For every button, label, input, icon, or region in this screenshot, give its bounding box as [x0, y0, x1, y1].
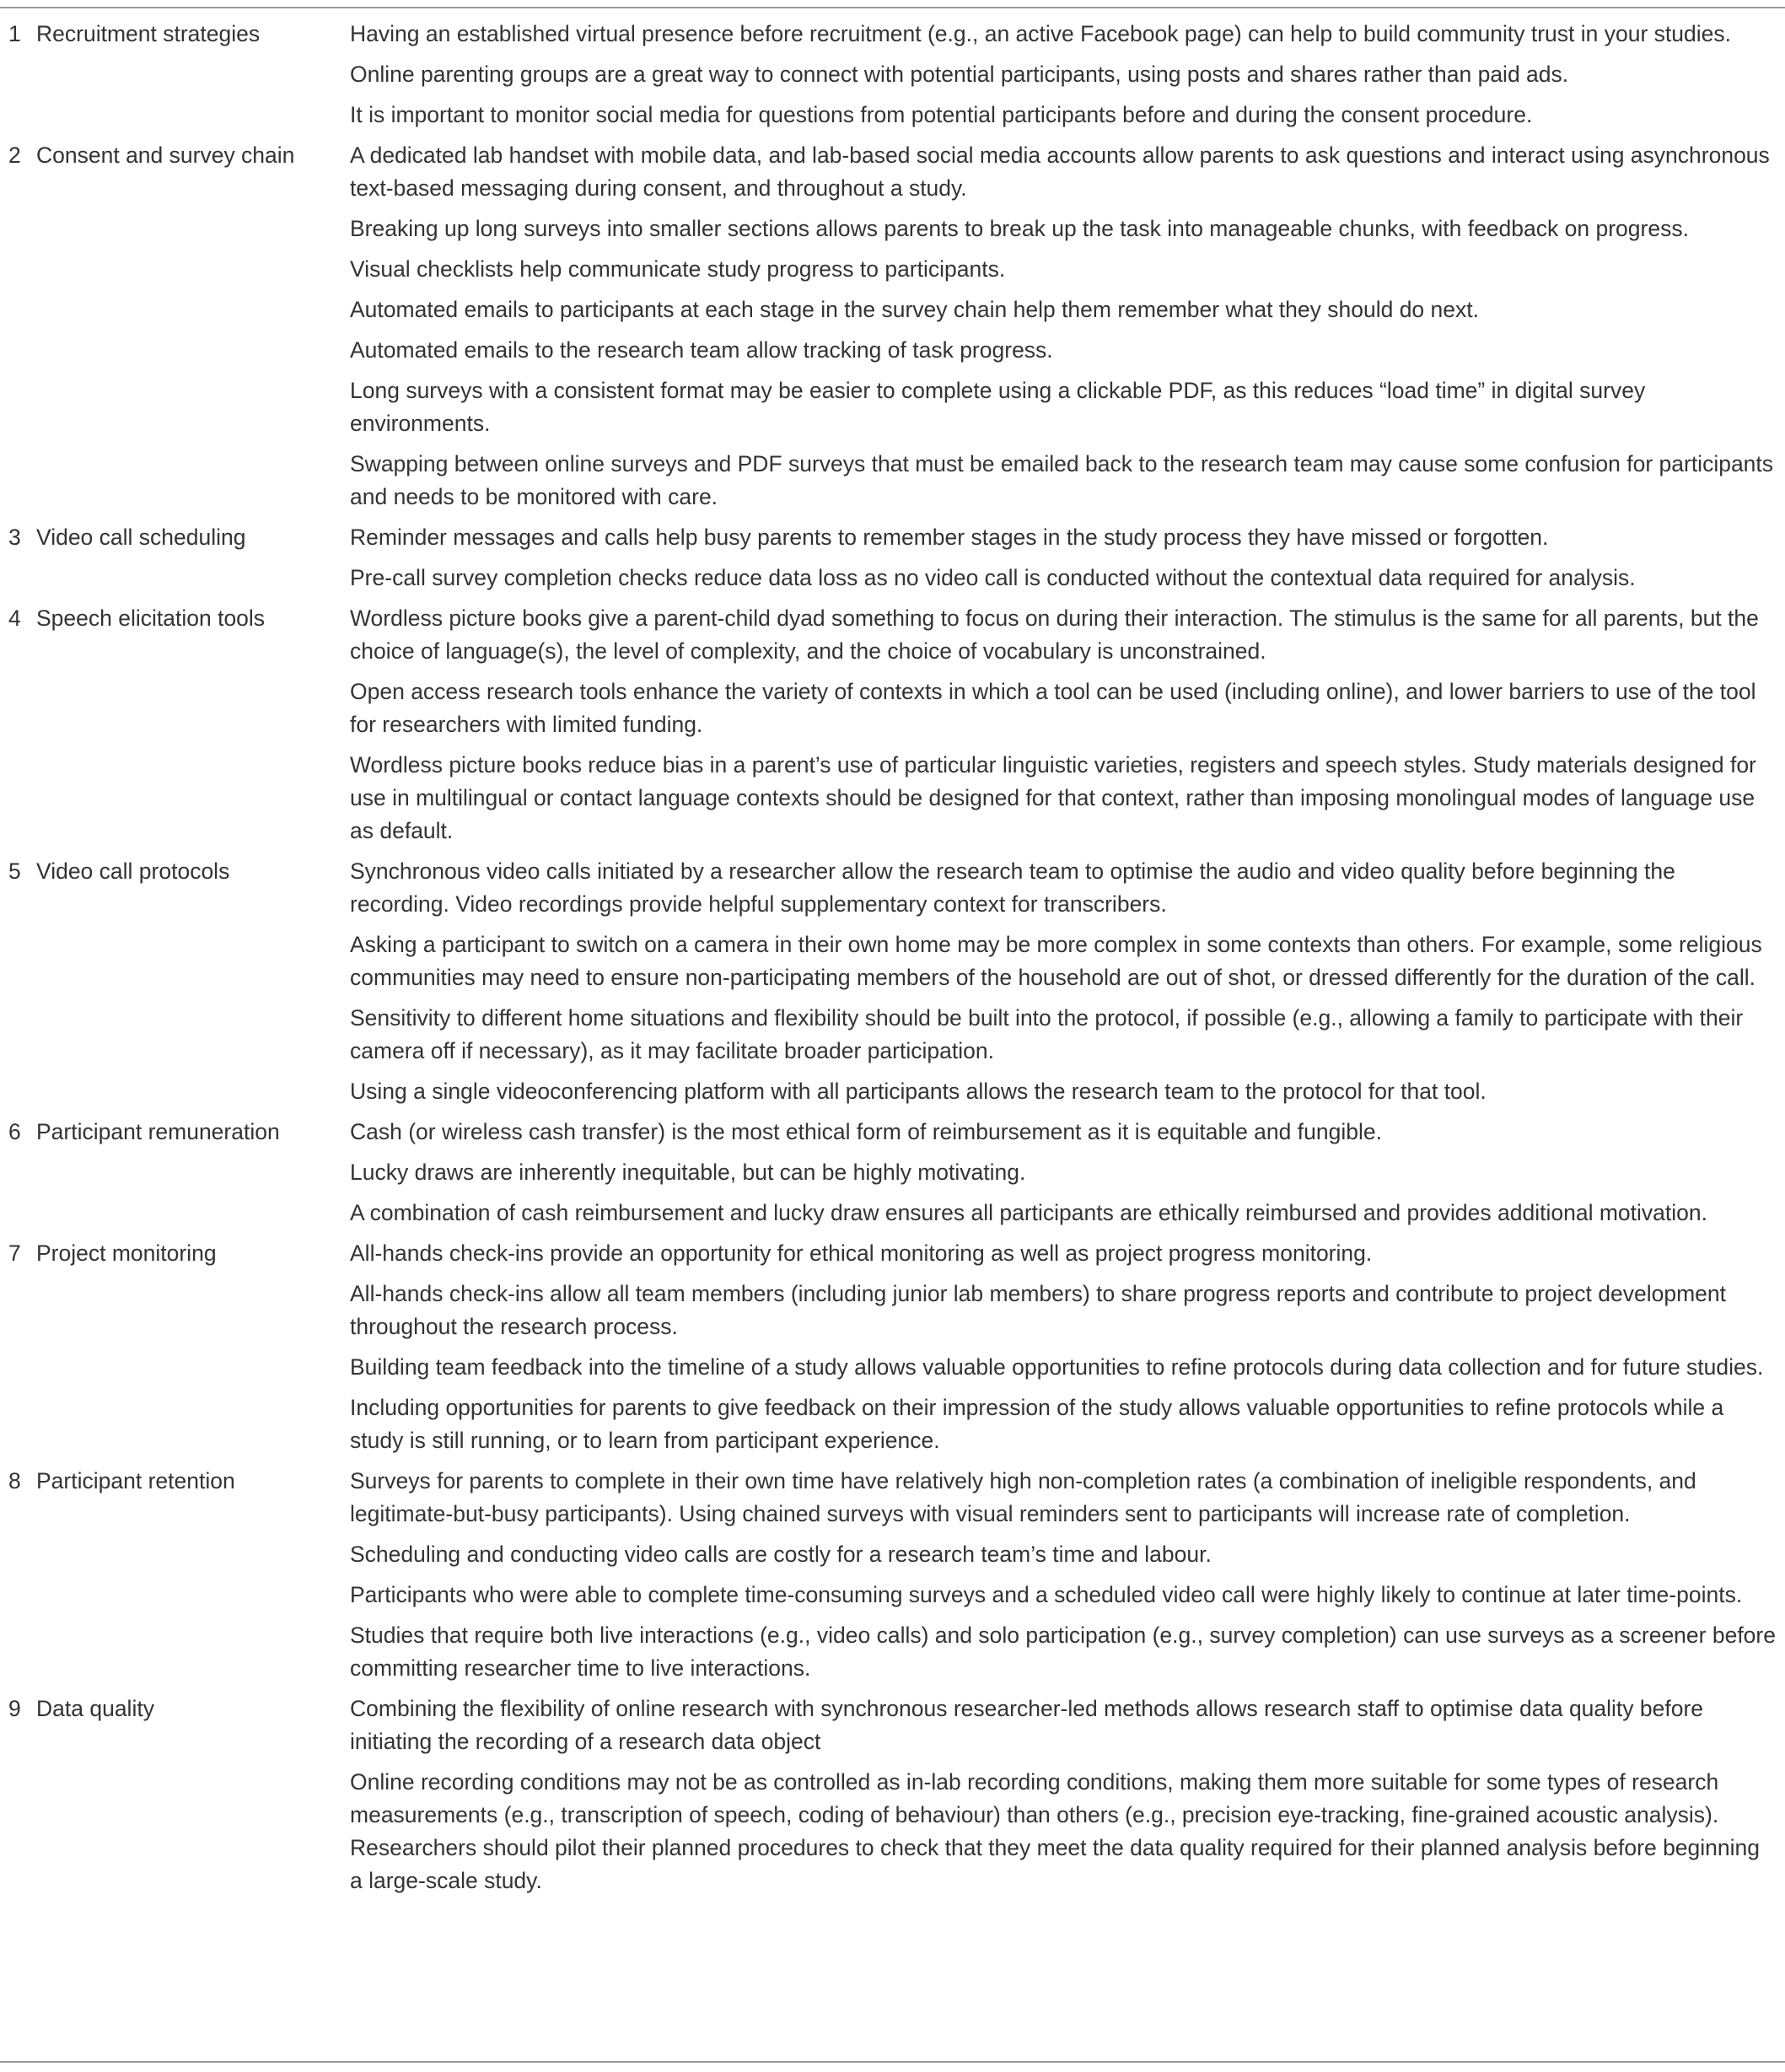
table-row	[0, 205, 1785, 245]
recommendation-cell	[350, 1149, 1785, 1189]
table-row	[0, 286, 1785, 326]
category-cell	[36, 1189, 350, 1230]
recommendation-text: Building team feedback into the timeline of a study allows valuable opportunities to refine protocols during data collection and for future studies.	[350, 1354, 1764, 1380]
recommendation-text: It is important to monitor social media for questions from potential participants before and during the consent procedure.	[350, 102, 1533, 127]
row-number-cell	[0, 132, 36, 205]
recommendation-cell	[350, 245, 1785, 286]
recommendation-cell	[350, 741, 1785, 848]
table-row	[0, 440, 1785, 514]
recommendation-cell	[350, 1758, 1785, 1897]
category-cell	[36, 921, 350, 994]
recommendation-cell	[350, 1068, 1785, 1108]
table-row	[0, 91, 1785, 132]
table-bottom-rule	[0, 2061, 1785, 2063]
recommendation-cell	[350, 1571, 1785, 1612]
row-number-cell	[0, 514, 36, 554]
recommendation-cell	[350, 595, 1785, 668]
table-row	[0, 1384, 1785, 1457]
recommendation-text: Cash (or wireless cash transfer) is the most ethical form of reimbursement as it is equitable and fungible.	[350, 1119, 1382, 1144]
table-row	[0, 1457, 1785, 1531]
table-row	[0, 1068, 1785, 1108]
row-number: 1	[8, 21, 21, 46]
category-cell	[36, 132, 350, 205]
category-cell	[36, 1457, 350, 1531]
table-row	[0, 1343, 1785, 1384]
table-row	[0, 51, 1785, 91]
category-label: Project monitoring	[36, 1241, 217, 1266]
category-cell	[36, 10, 350, 51]
category-cell	[36, 1531, 350, 1571]
category-cell	[36, 1685, 350, 1758]
category-label: Participant remuneration	[36, 1119, 280, 1144]
category-cell	[36, 91, 350, 132]
table-row	[0, 1149, 1785, 1189]
category-cell	[36, 1108, 350, 1149]
table-row	[0, 326, 1785, 367]
recommendation-text: Combining the flexibility of online research with synchronous researcher-led methods allows research staff to optimise data quality before initiating the recording of a research data object	[350, 1696, 1704, 1754]
recommendation-text: Surveys for parents to complete in their own time have relatively high non-completion rates (a combination of ineligible respondents, and legitimate-but-busy participants). Using chained surveys with visual reminders sent to participants will increase rate of completion.	[350, 1468, 1696, 1526]
table-row	[0, 1531, 1785, 1571]
category-cell	[36, 1612, 350, 1685]
category-cell	[36, 286, 350, 326]
recommendation-text: Pre-call survey completion checks reduce data loss as no video call is conducted without the contextual data required for analysis.	[350, 565, 1636, 590]
row-number: 5	[8, 858, 21, 884]
recommendation-text: Using a single videoconferencing platform with all participants allows the research team to the protocol for that tool.	[350, 1079, 1487, 1104]
row-number-cell	[0, 1571, 36, 1612]
recommendation-text: Wordless picture books reduce bias in a parent’s use of particular linguistic varieties, registers and speech styles. Study materials designed for use in multilingual or contact language contexts should be designed for that context, rather than imposing monolingual modes of language use as default.	[350, 752, 1756, 843]
row-number-cell	[0, 848, 36, 921]
row-number-cell	[0, 51, 36, 91]
recommendation-text: Swapping between online surveys and PDF surveys that must be emailed back to the research team may cause some confusion for participants and needs to be monitored with care.	[350, 451, 1774, 509]
table-row	[0, 132, 1785, 205]
recommendation-text: Including opportunities for parents to give feedback on their impression of the study allows valuable opportunities to refine protocols while a study is still running, or to learn from participant experience.	[350, 1395, 1724, 1453]
recommendation-text: All-hands check-ins provide an opportunity for ethical monitoring as well as project progress monitoring.	[350, 1241, 1373, 1266]
row-number-cell	[0, 440, 36, 514]
recommendation-cell	[350, 10, 1785, 51]
recommendation-cell	[350, 1685, 1785, 1758]
row-number-cell	[0, 367, 36, 440]
category-label: Consent and survey chain	[36, 143, 295, 168]
recommendation-text: Long surveys with a consistent format may be easier to complete using a clickable PDF, as this reduces “load time” in digital survey environments.	[350, 378, 1646, 436]
recommendation-cell	[350, 554, 1785, 595]
row-number-cell	[0, 1068, 36, 1108]
recommendation-text: Lucky draws are inherently inequitable, but can be highly motivating.	[350, 1160, 1026, 1185]
category-cell	[36, 554, 350, 595]
category-cell	[36, 595, 350, 668]
recommendation-text: A combination of cash reimbursement and lucky draw ensures all participants are ethically reimbursed and provides additional motivation.	[350, 1200, 1707, 1225]
category-cell	[36, 741, 350, 848]
recommendation-text: All-hands check-ins allow all team members (including junior lab members) to share progress reports and contribute to project development throughout the research process.	[350, 1281, 1726, 1339]
row-number-cell	[0, 1343, 36, 1384]
recommendation-text: Reminder messages and calls help busy parents to remember stages in the study process they have missed or forgotten.	[350, 525, 1549, 550]
category-label: Speech elicitation tools	[36, 605, 266, 631]
row-number: 6	[8, 1119, 21, 1144]
row-number-cell	[0, 1108, 36, 1149]
recommendation-text: Online parenting groups are a great way to connect with potential participants, using posts and shares rather than paid ads.	[350, 62, 1569, 87]
row-number: 2	[8, 143, 21, 168]
row-number-cell	[0, 1758, 36, 1897]
recommendation-cell	[350, 286, 1785, 326]
row-number-cell	[0, 245, 36, 286]
table-row	[0, 1685, 1785, 1758]
recommendation-cell	[350, 1343, 1785, 1384]
category-cell	[36, 1384, 350, 1457]
recommendation-text: Wordless picture books give a parent-child dyad something to focus on during their interaction. The stimulus is the same for all parents, but the choice of language(s), the level of complexity, and the choice of vocabulary is unconstrained.	[350, 605, 1759, 664]
recommendation-text: Studies that require both live interactions (e.g., video calls) and solo participation (e.g., survey completion) can use surveys as a screener before committing researcher time to live interactions.	[350, 1623, 1776, 1681]
table-row	[0, 994, 1785, 1068]
recommendation-cell	[350, 205, 1785, 245]
row-number: 8	[8, 1468, 21, 1493]
row-number-cell	[0, 1189, 36, 1230]
row-number-cell	[0, 554, 36, 595]
row-number-cell	[0, 1457, 36, 1531]
table-row	[0, 1108, 1785, 1149]
recommendation-text: Having an established virtual presence before recruitment (e.g., an active Facebook page) can help to build community trust in your studies.	[350, 21, 1731, 46]
category-cell	[36, 994, 350, 1068]
row-number: 9	[8, 1696, 21, 1721]
table-row	[0, 1612, 1785, 1685]
category-cell	[36, 1230, 350, 1270]
table-row	[0, 595, 1785, 668]
category-cell	[36, 367, 350, 440]
recommendation-cell	[350, 326, 1785, 367]
recommendation-cell	[350, 1189, 1785, 1230]
row-number-cell	[0, 205, 36, 245]
table-row	[0, 514, 1785, 554]
category-cell	[36, 1270, 350, 1343]
recommendation-text: Open access research tools enhance the variety of contexts in which a tool can be used (including online), and lower barriers to use of the tool for researchers with limited funding.	[350, 679, 1756, 737]
recommendation-text: Scheduling and conducting video calls are costly for a research team’s time and labour.	[350, 1542, 1212, 1567]
category-cell	[36, 1571, 350, 1612]
recommendation-text: Online recording conditions may not be as controlled as in-lab recording conditions, making them more suitable for some types of research measurements (e.g., transcription of speech, coding of behaviour) than others (e.g., precision eye-tracking, fine-grained acoustic analysis). Researchers should pilot their planned procedures to check that they meet the data quality required for their planned analysis before beginning a large-scale study.	[350, 1769, 1761, 1893]
recommendation-cell	[350, 367, 1785, 440]
recommendation-cell	[350, 440, 1785, 514]
row-number-cell	[0, 10, 36, 51]
table-body	[0, 10, 1785, 1897]
category-label: Participant retention	[36, 1468, 235, 1493]
row-number-cell	[0, 668, 36, 741]
table-row	[0, 1758, 1785, 1897]
row-number-cell	[0, 741, 36, 848]
category-cell	[36, 440, 350, 514]
row-number-cell	[0, 1270, 36, 1343]
table-row	[0, 1189, 1785, 1230]
table-row	[0, 848, 1785, 921]
category-label: Video call scheduling	[36, 525, 246, 550]
row-number-cell	[0, 326, 36, 367]
recommendation-cell	[350, 1270, 1785, 1343]
row-number-cell	[0, 1685, 36, 1758]
table-row	[0, 668, 1785, 741]
table-row	[0, 554, 1785, 595]
row-number-cell	[0, 91, 36, 132]
category-cell	[36, 514, 350, 554]
row-number-cell	[0, 1384, 36, 1457]
recommendation-text: Breaking up long surveys into smaller sections allows parents to break up the task into manageable chunks, with feedback on progress.	[350, 216, 1689, 241]
table-row	[0, 921, 1785, 994]
category-cell	[36, 848, 350, 921]
category-cell	[36, 51, 350, 91]
row-number-cell	[0, 1531, 36, 1571]
recommendation-text: Asking a participant to switch on a camera in their own home may be more complex in some contexts than others. For example, some religious communities may need to ensure non-participating members of the household are out of shot, or dressed differently for the duration of the call.	[350, 932, 1762, 990]
row-number-cell	[0, 921, 36, 994]
row-number: 7	[8, 1241, 21, 1266]
recommendation-cell	[350, 994, 1785, 1068]
category-cell	[36, 668, 350, 741]
row-number-cell	[0, 1612, 36, 1685]
table-row	[0, 245, 1785, 286]
recommendation-text: Visual checklists help communicate study progress to participants.	[350, 256, 1006, 282]
recommendation-cell	[350, 921, 1785, 994]
row-number: 4	[8, 605, 21, 631]
recommendation-cell	[350, 848, 1785, 921]
table-top-rule	[0, 7, 1785, 8]
recommendation-text: A dedicated lab handset with mobile data, and lab-based social media accounts allow parents to ask questions and interact using asynchronous text-based messaging during consent, and throughout a study.	[350, 143, 1770, 201]
recommendation-cell	[350, 1108, 1785, 1149]
table-row	[0, 1571, 1785, 1612]
table-row	[0, 1270, 1785, 1343]
recommendation-cell	[350, 1230, 1785, 1270]
category-cell	[36, 245, 350, 286]
category-cell	[36, 326, 350, 367]
recommendations-table	[0, 10, 1785, 1897]
row-number-cell	[0, 595, 36, 668]
table-row	[0, 741, 1785, 848]
table-row	[0, 10, 1785, 51]
category-cell	[36, 1758, 350, 1897]
category-label: Data quality	[36, 1696, 154, 1721]
category-cell	[36, 1068, 350, 1108]
recommendation-cell	[350, 91, 1785, 132]
category-label: Video call protocols	[36, 858, 230, 884]
recommendation-text: Participants who were able to complete time-consuming surveys and a scheduled video call were highly likely to continue at later time-points.	[350, 1582, 1743, 1607]
recommendation-cell	[350, 668, 1785, 741]
recommendation-cell	[350, 1457, 1785, 1531]
row-number-cell	[0, 1230, 36, 1270]
category-label: Recruitment strategies	[36, 21, 261, 46]
category-cell	[36, 1149, 350, 1189]
row-number-cell	[0, 1149, 36, 1189]
recommendation-cell	[350, 51, 1785, 91]
recommendation-text: Automated emails to the research team allow tracking of task progress.	[350, 337, 1053, 363]
recommendation-cell	[350, 1531, 1785, 1571]
table-row	[0, 367, 1785, 440]
recommendation-cell	[350, 1384, 1785, 1457]
recommendation-text: Sensitivity to different home situations and flexibility should be built into the protocol, if possible (e.g., allowing a family to participate with their camera off if necessary), as it may facilitate broader participation.	[350, 1005, 1744, 1063]
recommendation-cell	[350, 132, 1785, 205]
recommendation-text: Automated emails to participants at each stage in the survey chain help them remember what they should do next.	[350, 297, 1479, 322]
category-cell	[36, 1343, 350, 1384]
table-row	[0, 1230, 1785, 1270]
row-number-cell	[0, 286, 36, 326]
category-cell	[36, 205, 350, 245]
row-number-cell	[0, 994, 36, 1068]
recommendation-text: Synchronous video calls initiated by a researcher allow the research team to optimise the audio and video quality before beginning the recording. Video recordings provide helpful supplementary context for transcribers.	[350, 858, 1675, 917]
recommendation-cell	[350, 514, 1785, 554]
recommendation-cell	[350, 1612, 1785, 1685]
row-number: 3	[8, 525, 21, 550]
